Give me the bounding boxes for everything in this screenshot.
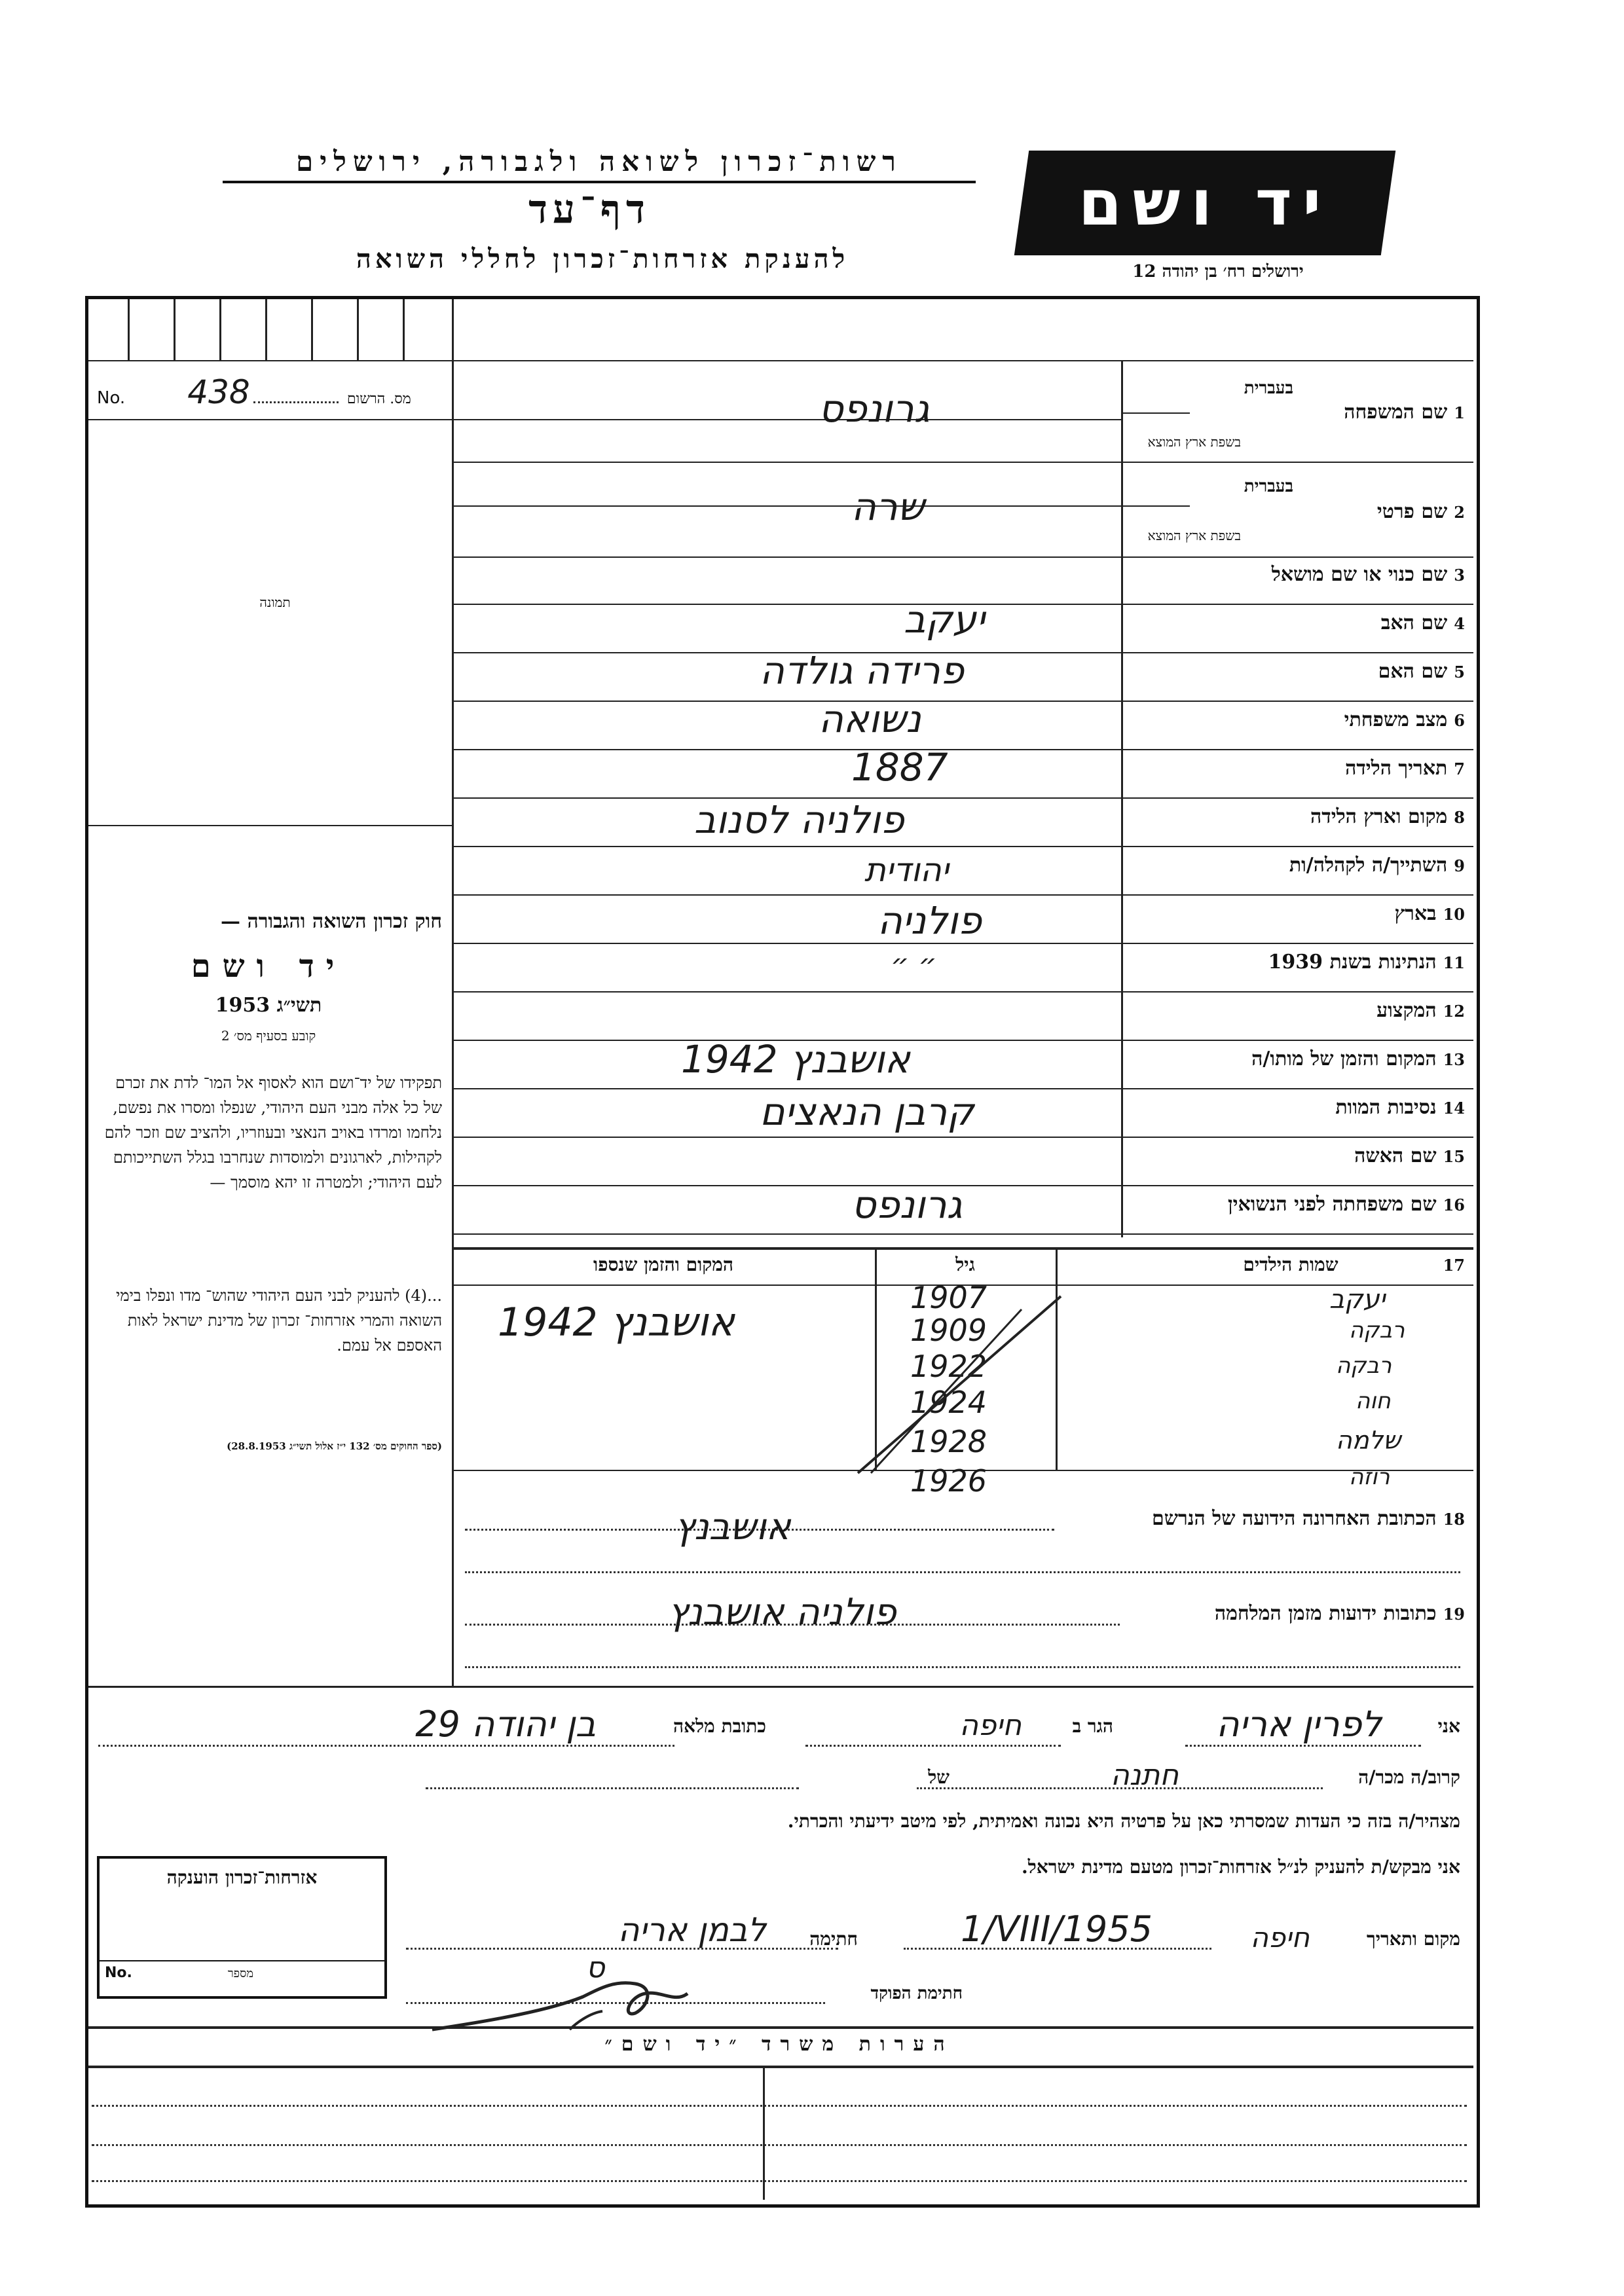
logo-text: יד ושם bbox=[1078, 166, 1332, 240]
field-10-value: פולניה bbox=[877, 898, 982, 943]
form-subtitle: להענקת אזרחות־זכרון לחללי השואה bbox=[356, 244, 849, 274]
field-6-value: נשואה bbox=[819, 697, 921, 741]
children-place: אושבנץ 1942 bbox=[498, 1300, 735, 1345]
field-15-label: 15שם האשה bbox=[1354, 1144, 1465, 1167]
field-1-sub-hebrew: בעברית bbox=[1244, 378, 1293, 398]
field-19-value: פולניה אושבנץ bbox=[668, 1591, 896, 1633]
decl-date: 1/VIII/1955 bbox=[961, 1908, 1153, 1950]
field-4-label: 4שם האב bbox=[1380, 611, 1465, 634]
decl-line1 bbox=[98, 1704, 1460, 1748]
law-name: יד ושם bbox=[191, 948, 346, 985]
field-13-label: 13המקום והזמן של מותו/ה bbox=[1251, 1048, 1465, 1070]
field-12-label: 12המקצוע bbox=[1376, 999, 1465, 1022]
field-14-label: 14נסיבות המוות bbox=[1335, 1096, 1465, 1119]
law-title: חוק זכרון השואה והגבורה — bbox=[221, 910, 442, 933]
field-13-value: אושבנץ 1942 bbox=[681, 1037, 910, 1082]
decl-address-label: כתובת מלאה bbox=[673, 1715, 766, 1737]
field-10-label: 10בארץ bbox=[1394, 902, 1465, 925]
field-7-value: 1887 bbox=[851, 745, 948, 790]
field-5-value: פרידה גולדה bbox=[760, 648, 965, 693]
decl-statement-2: אני מבקש/ת להעניק לנ״ל אזרחות־זכרון מטעם מדינת ישראל. bbox=[1021, 1856, 1460, 1878]
child-name-5: שלמה bbox=[1336, 1426, 1401, 1455]
grant-box bbox=[97, 1856, 387, 1999]
child-year-1: 1907 bbox=[910, 1280, 987, 1315]
decl-officer-label: חתימת הפוקד bbox=[870, 1984, 963, 2003]
field-11-value: ״ ״ bbox=[891, 948, 937, 981]
field-9-value: יהודית bbox=[864, 851, 949, 889]
field-7-label: 7תאריך הלידה bbox=[1345, 757, 1465, 780]
field-1-sub-origin: בשפת ארץ המוצא bbox=[1147, 434, 1241, 450]
decl-relation: חתנה bbox=[1110, 1758, 1179, 1792]
decl-of-label: של bbox=[928, 1766, 950, 1788]
decl-i-am: אני bbox=[1437, 1715, 1460, 1737]
decl-place: חיפה bbox=[1250, 1922, 1310, 1954]
field-4-value: יעקב bbox=[904, 597, 985, 642]
field-14-value: קרבן הנאצים bbox=[760, 1089, 974, 1134]
field-8-label: 8מקום וארץ הלידה bbox=[1310, 805, 1465, 828]
field-18-label: 18הכתובת האחרונה הידועה של הנרשם bbox=[1152, 1507, 1465, 1530]
child-year-6: 1926 bbox=[910, 1463, 987, 1499]
field-2-sub-hebrew: בעברית bbox=[1244, 477, 1293, 496]
child-name-4: חוה bbox=[1356, 1388, 1391, 1414]
photo-label: תמונה bbox=[259, 594, 291, 610]
child-year-3: 1922 bbox=[910, 1349, 987, 1384]
decl-resides-label: הגר ב bbox=[1072, 1715, 1113, 1737]
child-name-6: רוזה bbox=[1349, 1464, 1390, 1490]
field-16-value: גרונפס bbox=[851, 1182, 963, 1227]
yad-vashem-logo bbox=[1014, 151, 1395, 255]
law-clause: ...(4) להעניק לבני העם היהודי שהוש־ מדו ונפלו בימי השואה והמרי אזרחות־ זכרון של מדינת ישראל לאות האספם אל עמם. bbox=[116, 1286, 442, 1355]
child-year-5: 1928 bbox=[910, 1424, 987, 1459]
children-col-place: המקום והזמן שנספו bbox=[593, 1254, 733, 1275]
field-1-label: 1שם המשפחה bbox=[1344, 401, 1465, 424]
child-year-4: 1924 bbox=[910, 1385, 987, 1420]
field-19-label: 19כתובות ידועות מזמן המלחמה bbox=[1214, 1602, 1465, 1625]
address: ירושלים רח׳ בן יהודה 12 bbox=[1132, 262, 1304, 282]
field-16-label: 16שם משפחתה לפני הנשואין bbox=[1227, 1193, 1465, 1216]
child-name-3: רבקה bbox=[1336, 1353, 1392, 1379]
reg-no-value: 438 bbox=[187, 373, 250, 411]
decl-relative-label: קרוב/ה מכר/ה bbox=[1358, 1766, 1460, 1788]
children-col-age: גיל bbox=[955, 1254, 975, 1275]
decl-signature: לבמן אריה bbox=[618, 1911, 766, 1949]
law-year: תשי״ג 1953 bbox=[215, 994, 322, 1017]
reg-no-label: מס. הרשום bbox=[346, 391, 411, 407]
field-1-value: גרונפס bbox=[819, 386, 930, 431]
reg-no-prefix: No. bbox=[97, 388, 126, 408]
field-2-sub-origin: בשפת ארץ המוצא bbox=[1147, 528, 1241, 543]
child-year-2: 1909 bbox=[910, 1313, 987, 1348]
decl-signature-label: חתימה bbox=[809, 1928, 858, 1950]
field-2-value: שרה bbox=[851, 484, 925, 529]
child-name-2: רבקה bbox=[1349, 1317, 1405, 1343]
grant-number-label: מספר bbox=[227, 1967, 253, 1980]
decl-statement-1: מצהיר/ה בזה כי העדות שמסרתי כאן על פרטיה היא נכונה ואמיתית, לפי מיטב ידיעתי והכרתי. bbox=[787, 1810, 1460, 1832]
form-title: דף־עד bbox=[528, 187, 650, 232]
child-name-1: יעקב bbox=[1329, 1285, 1386, 1315]
registration-number bbox=[97, 373, 444, 411]
field-3-label: 3שם כנוי או שם מושאל bbox=[1271, 563, 1465, 586]
officer-signature-mark: ס bbox=[586, 1951, 605, 1984]
field-9-label: 9השתייך/ה לקהלה/ות bbox=[1289, 854, 1465, 877]
law-reference: (ספר החוקים מס׳ 132 י״ז אלול תשי״ג 28.8.1953) bbox=[227, 1440, 442, 1452]
children-cross-out bbox=[845, 1283, 1080, 1480]
authority-title: רשות־זכרון לשואה ולגבורה, ירושלים bbox=[223, 145, 976, 183]
field-11-label: 11הנתינות בשנת 1939 bbox=[1268, 951, 1465, 974]
children-col-names: 17שמות הילדים bbox=[1243, 1254, 1465, 1275]
decl-city: חיפה bbox=[959, 1709, 1022, 1742]
field-8-value: פולניה לסנוב bbox=[694, 797, 904, 842]
grant-title: אזרחות־זכרון הוענקה bbox=[166, 1867, 318, 1888]
law-section: קובע בסעיף מס׳ 2 bbox=[221, 1028, 316, 1044]
field-5-label: 5שם האם bbox=[1378, 660, 1465, 683]
decl-place-date-label: מקום ותאריך bbox=[1366, 1928, 1460, 1950]
field-18-value: אושבנץ bbox=[674, 1506, 791, 1548]
field-6-label: 6מצב משפחתי bbox=[1344, 708, 1465, 731]
field-2-label: 2שם פרטי bbox=[1376, 500, 1465, 523]
grant-no-prefix: No. bbox=[105, 1965, 132, 1981]
decl-name: לפרין אריה bbox=[1216, 1704, 1382, 1745]
law-text: תפקידו של יד־ושם הוא לאסוף אל המו־ לדת את זכרם של כל אלה מבני העם היהודי, שנפלו ומסרו את נפשם, נלחמו ומרדו באויב הנאצי ובעוזריו, ולהציב שם וזכר להם לקהילות, לארגונים ולמוסדות שנחרבו בגלל השתייכותם לעם היהודי; ולמטרה זו יהא מוסמך — bbox=[104, 1074, 442, 1192]
decl-address: בן יהודה 29 bbox=[415, 1704, 596, 1745]
notes-title: הערות משרד ״יד ושם״ bbox=[604, 2033, 954, 2056]
